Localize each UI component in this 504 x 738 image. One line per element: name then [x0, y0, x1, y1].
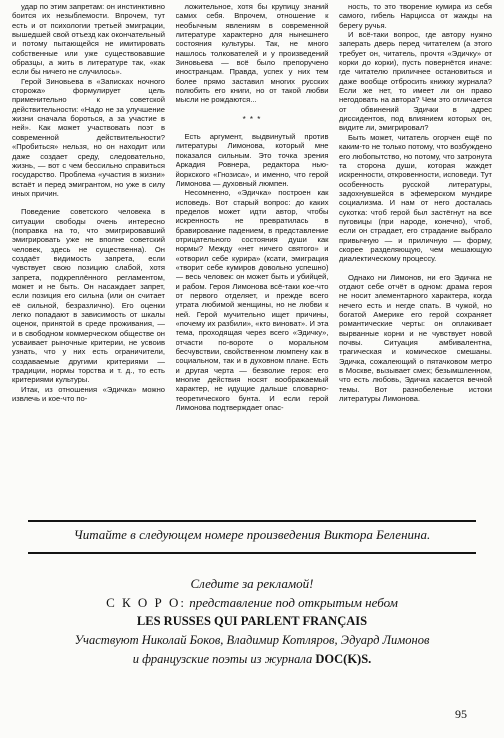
article-paragraph: удар по этим запретам: он инстинктивно боится их незыблемости. Впрочем, тут есть и от психологии третьей эмиграции, вышедшей свой отъезд как окончательный и потому пытающейся не имитировать собственные или уже существовавшие образцы, а жить в литературе так, «как если бы ничего не случилось». — [12, 2, 165, 77]
article-paragraph: Итак, из отношения «Эдичка» можно извлечь и кое-что по- — [12, 384, 165, 404]
article-paragraph: Быть может, читатель огорчен ещё по каким-то не только потому, что возбуждено его любопытство, но потому, что затронута та сторона души, которая жаждет искренности, откровенности, исповеди. Тут особенность русской литературы, задохнувшейся в эфемерском мундире социализма. И нам от него досталась сукотка: чтоб герой был застёгнут на все пуговицы (при народе, конечно), чтоб, если он страдает, его страдание выбрало привычную — и приличную — форму, скорее разделяющую, чем мешающую диалектическому процессу. — [339, 132, 492, 264]
article-body — [12, 2, 492, 514]
next-issue-notice: Читайте в следующем номере произведения Виктора Беленина. — [73, 527, 431, 542]
ad-headline: Следите за рекламой! — [190, 576, 314, 591]
article-paragraph: И всё-таки вопрос, где автору нужно заперать дверь перед читателем (а этого требует он, читатель, прочтя «Эдичку» от корки до корки), пусть повернётся иначе: где читателю приличнее остановиться и даже вообще отбросить книжку журнала? Если же нет, то имеет ли он право негодовать на автора? Чем это отличается от обвинений Эдички в адрес диссидентов, под влиянием которых он, видите ли, эмигрировал? — [339, 30, 492, 133]
advertisement-block — [24, 574, 480, 669]
ad-participants-text: и французские поэты из журнала — [132, 652, 316, 666]
article-column-1 — [12, 2, 165, 514]
article-paragraph: Поведение советского человека в ситуации свободы очень интересно (поправка на то, что эмигрировавший эмигрировать уже не вполне советский человек, здесь не существенна). Он создаёт видимость запрета, если чувствует свою позицию слабой, хотя запрета, подкреплённого регламентом, может и не быть. Он насаждает запрет, если позиция его сильна (или он считает её сильной, безразлично). Его оценки легко попадают в зависимость от шкалы оценок, принятой в среде проживания, — и в свободном коммерческом обществе он усваивает рыночные критерии, не усвоив узнать, что у них есть ограничители, создаваемые другими критериями — традиции, нормы торства и т. д., то есть критериями культуры. — [12, 207, 165, 385]
article-paragraph: ложительное, хотя бы крупицу знаний самих себя. Впрочем, отношение к необычным явлениям в современной литературе характерно для нынешнего состояния культуры. Так, не много нашлось толкователей и у произведений Зиновьева — всё было препоручено иностранцам. Правда, успех у них тем более прямо заставил многих русских полюбить его книги, но от такой любви мысли не рождаются... — [175, 2, 329, 105]
article-paragraph: Несомненно, «Эдичка» построен как исповедь. Вот старый вопрос: до каких пределов может идти автор, чтобы искренность не превратилась в бравирование падением, в представление отрицательного состояния души как нормы? Между «нет ничего святого» и «отворил себе курира» (ксати, эмиграция «творит себе кумиров довольно успешно) — весь человек: он может быть и убийцей, и рабом. Героя Лимонова всё-таки кое-что от первого отделяет, и прежде всего утрата любимой женщины, но не любви к ней. Герой мучительно ищет причины, «почему их разбили», «кто виноват». И эта тема, проходящая через всего «Эдичку», отчасти по-вороте о моральном бесчувствии, свойственном люмпену как в социальном, так и в духовном плане. Есть и другая черта — безволие героя: его многие действия носят воображаемый характер, не идущие дальше словарно-теоретического бунта. И если герой Лимонова подтверждает опас- — [175, 188, 329, 413]
article-column-3 — [339, 2, 492, 514]
divider-rule-top — [28, 520, 476, 522]
ad-announcement — [24, 593, 480, 612]
section-separator: * * * — [242, 114, 262, 124]
divider-rule-bottom — [28, 552, 476, 554]
ad-participants: Участвуют Николай Боков, Владимир Котляров, Эдуард Лимонов — [74, 633, 430, 647]
article-column-2 — [176, 2, 329, 514]
article-paragraph: ность, то это творение кумира из себя самого, гибель Нарцисса от жажды на берегу ручья. — [339, 2, 492, 30]
ad-soon-label: С К О Р О: — [106, 595, 187, 610]
ad-event-title: LES RUSSES QUI PARLENT FRANÇAIS — [136, 614, 368, 628]
article-paragraph: Герой Зиновьева в «Записках ночного сторожа» формулирует цель применительно к советской действительности: «Надо не за улучшение жизни сначала бороться, а за участие в ней». Как может участвовать поэт в современной действительности? «Пробиться» нельзя, но он находит или даже создает среду, следовательно, жизнь, — вот с чем бессильно справиться государство. Проблема «участия в жизни» встаёт и перед эмигрантом, но уже в силу иных причин. — [12, 76, 165, 198]
ad-announcement-text: представление под открытым небом — [186, 595, 398, 610]
article-paragraph: Однако ни Лимонов, ни его Эдичка не отдают себе отчёт в одном: драма героя не носит элементарного характера, когда нечего есть и негде спать. В чужой, но богатой Америке его герой сохраняет романтические черты: он оплакивает вырванные корни и не чувствует новой почвы. Ситуация амбивалентна, трагическая и комическое смешаны. Эдичка, сожалеющий о пятачковом метро в Москве, вызывает смех; безымшленном, что есть любовь, Эдичка касается вечной темы. Вот разнобеленые истоки литературы Лимонова. — [339, 272, 492, 404]
ad-journal-name: DOC(K)S. — [315, 652, 372, 666]
article-paragraph: Есть аргумент, выдвинутый против литературы Лимонова, который мне показался сильным. Это точка зрения Аркадия Ровнера, редактора нью-йоркского «Гнозиса», и именно, что герой Лимонова — духовный люмпен. — [175, 132, 329, 188]
ad-participants-continued — [24, 650, 480, 669]
page-number: 95 — [455, 707, 467, 721]
